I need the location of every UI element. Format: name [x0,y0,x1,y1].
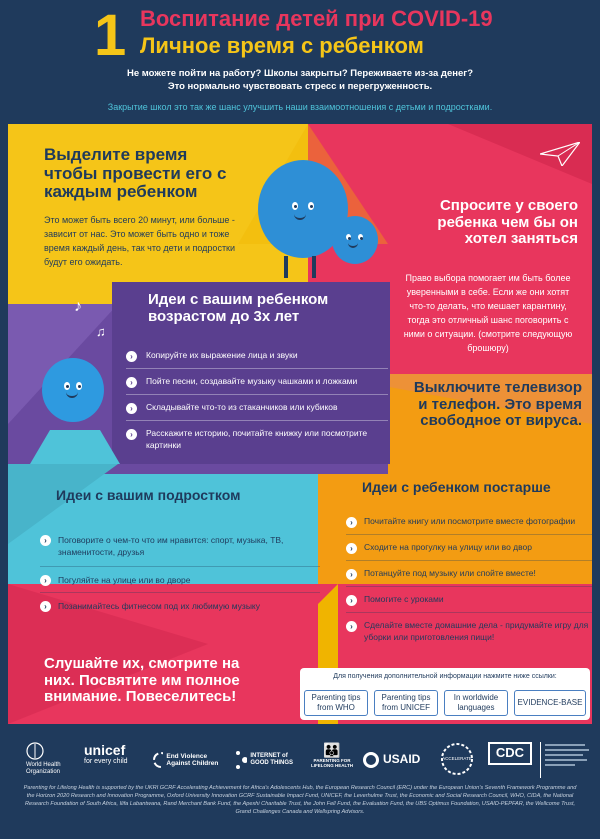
divider [346,560,592,561]
list-item: › Почитайте книгу или посмотрите вместе фотографии [346,516,596,528]
globe-icon [26,742,44,760]
parenting-lifelong-health-logo: 👪 PARENTING FOR LIFELONG HEALTH [311,742,353,769]
list-item: › Позанимайтесь фитнесом под их любимую музыку [40,600,320,612]
family-icon: 👪 [323,742,341,758]
divider [346,534,592,535]
list-item: › Пойте песни, создавайте музыку чашками и ложками [126,376,386,388]
unicef-parenting-tips-link[interactable]: Parenting tips from UNICEF [374,690,438,716]
child-character-illustration [332,216,378,264]
swirl-icon [152,751,163,769]
list-item: › Поговорите о чем-то что им нравится: спорт, музыка, ТВ, знаменитости, друзья [40,534,320,559]
toddler-section-title: Идеи с вашим ребенком возрастом до 3х лет [148,291,329,325]
divider [126,420,388,421]
cdc-logo: CDC [488,742,532,778]
character-leg [312,256,316,278]
chevron-right-icon: › [40,575,51,586]
divider [346,586,592,587]
divider [126,394,388,395]
list-item: › Помогите с уроками [346,594,596,606]
funding-note: Parenting for Lifelong Health is supported by the UKRI GCRF Accelerating Achievement for Africa's Adolescents Hub, the European Research Council (ERC) under the European Union's Seventh Framework Programme and the Horizon 2020 Research and Innovation Programme, Oxford University Innovation GCRF Sustainable Impact Fund, UNICEF, the Leverhulme Trust, the Economic and Social Research Council, WHO, CIDA, the National Research Foundation of South Africa, Ilifa Labantwana, Rand Merchant Bank Fund, the Apexhi Charitable Trust, the John Fell Fund, the Evaluation Fund, the UBS Optimus Foundation, USAID-PEPFAR, the Wellcome Trust, Grand Challenges Canada and Wellspring Advisors. [23,785,577,816]
links-label: Для получения дополнительной информации нажмите ниже ссылки: [333,673,557,680]
seal-icon [362,751,380,769]
who-parenting-tips-link[interactable]: Parenting tips from WHO [304,690,368,716]
who-logo: World Health Organization [26,742,72,778]
header-reassurance: Это нормально чувствовать стресс и перегруженность. [167,81,433,92]
divider [40,592,320,593]
worldwide-languages-link[interactable]: In worldwide languages [444,690,508,716]
section-number: 1 [94,3,127,68]
end-violence-logo: End Violence Against Children [152,742,226,778]
header-intro: Закрытие школ это так же шанс улучшить наши взаимоотношения с детьми и подростками. [107,102,493,112]
teen-section-title: Идеи с вашим подростком [56,487,241,503]
chevron-right-icon: › [126,403,137,414]
page-subtitle: Личное время с ребенком [140,33,424,58]
tv-section-title: Выключите телевизор и телефон. Это время свободное от вируса. [413,379,582,429]
character-leg [284,256,288,278]
toddler-character-illustration [42,358,104,422]
internet-of-good-things-logo: INTERNET of GOOD THINGS [236,742,302,778]
accelerate-logo: ACCELERATE [434,742,480,778]
pedestal-illustration [30,430,120,464]
usaid-logo: USAID [362,742,424,778]
chevron-right-icon: › [346,621,357,632]
unicef-logo: unicef for every child [84,742,128,766]
music-note-icon: ♫ [96,324,106,339]
time-section-title: Выделите время чтобы провести его с каждым ребенком [44,145,227,202]
list-item: › Потанцуйте под музыку или спойте вместе! [346,568,596,580]
chevron-right-icon: › [40,601,51,612]
divider [346,612,592,613]
paper-plane-icon [540,142,580,166]
network-icon [236,751,247,769]
time-section-text: Это может быть всего 20 минут, или больше - зависит от нас. Это может быть одно и тоже время каждый день, так что дети и подростки будут его ожидать. [44,215,236,267]
older-child-section-title: Идеи с ребенком постарше [362,479,551,495]
ask-section-title: Спросите у своего ребенка чем бы он хотел заняться [437,197,578,247]
list-item: › Расскажите историю, почитайте книжку или посмотрите картинки [126,428,386,452]
list-item: › Копируйте их выражение лица и звуки [126,350,386,362]
music-note-icon: ♪ [74,298,82,315]
ask-section-text: Право выбора помогает им быть более уверенными в себе. Если же они хотят что-то делать, что мешает карантину, тогда это отличный шанс поговорить с ними о ситуации. (смотрите следующую брошюру) [403,273,573,353]
divider [40,566,320,567]
chevron-right-icon: › [126,377,137,388]
list-item: › Погуляйте на улице или во дворе [40,574,320,586]
list-item: › Сделайте вместе домашние дела - придумайте игру для уборки или приготовления пищи! [346,620,596,644]
list-item: › Складывайте что-то из стаканчиков или кубиков [126,402,386,414]
page-title: Воспитание детей при COVID-19 [140,6,493,31]
cdc-disclaimer-mark [540,742,592,778]
chevron-right-icon: › [346,569,357,580]
evidence-base-link[interactable]: EVIDENCE-BASE [514,690,586,716]
chevron-right-icon: › [126,429,137,440]
header-question: Не можете пойти на работу? Школы закрыты? Переживаете из-за денег? [126,68,474,79]
chevron-right-icon: › [40,535,51,546]
divider [126,368,388,369]
list-item: › Сходите на прогулку на улицу или во двор [346,542,596,554]
chevron-right-icon: › [346,595,357,606]
chevron-right-icon: › [346,543,357,554]
listen-section-title: Слушайте их, смотрите на них. Посвятите им полное внимание. Повеселитесь! [44,655,240,705]
chevron-right-icon: › [346,517,357,528]
chevron-right-icon: › [126,351,137,362]
